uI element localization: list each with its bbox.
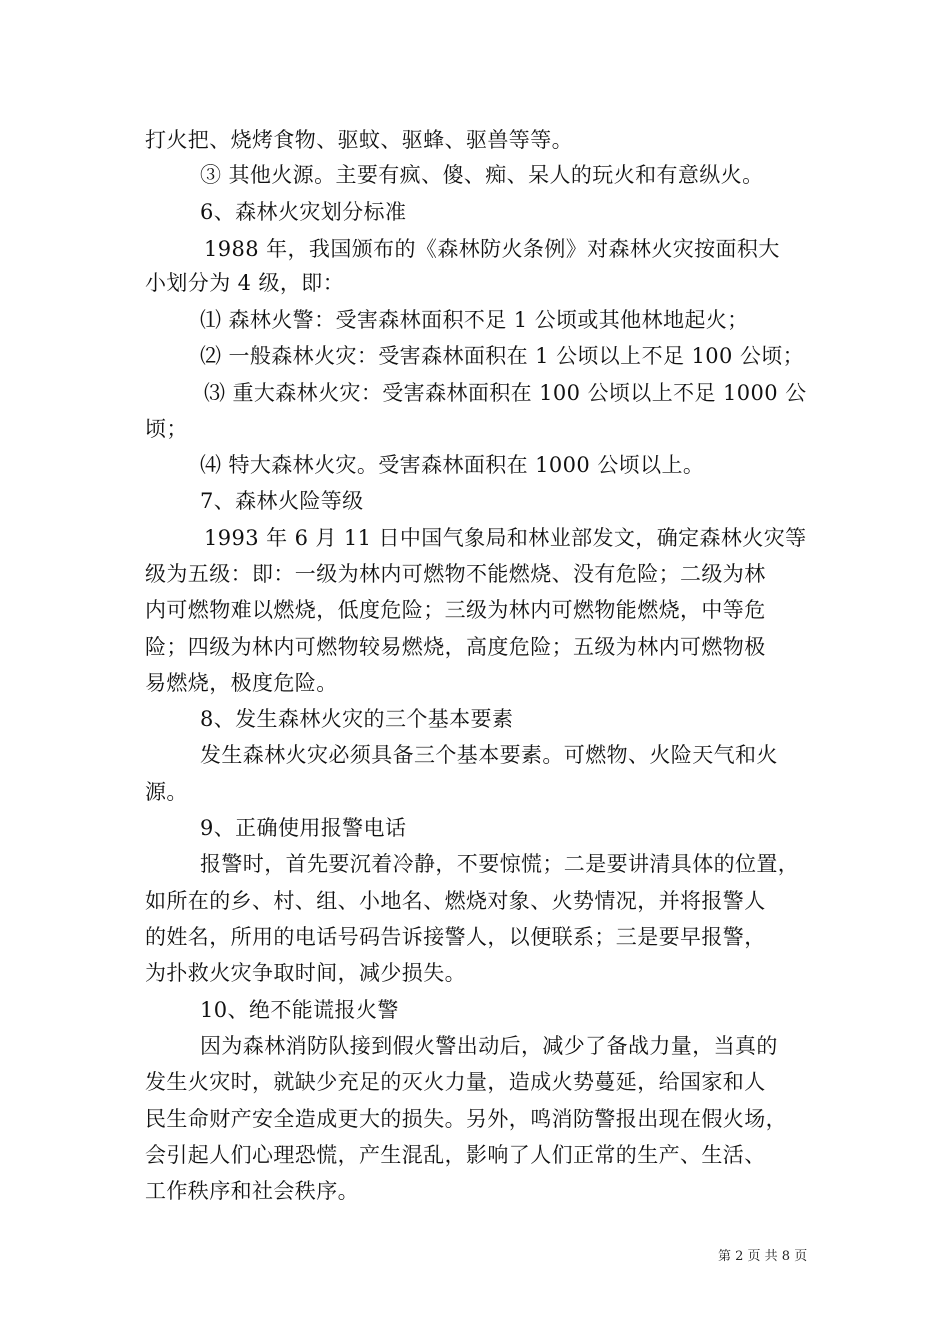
text-line: 如所在的乡、村、组、小地名、燃烧对象、火势情况，并将报警人 [145, 889, 766, 913]
text-line: 顷； [145, 417, 188, 441]
text-line: 级为五级：即：一级为林内可燃物不能燃烧、没有危险；二级为林 [145, 562, 766, 586]
text-line: 源。 [145, 780, 188, 804]
section-heading: 8、发生森林火灾的三个基本要素 [200, 707, 514, 731]
text-line: 1993 年 6 月 11 日中国气象局和林业部发文，确定森林火灾等 [204, 526, 807, 550]
text-line: 发生火灾时，就缺少充足的灭火力量，造成火势蔓延，给国家和人 [145, 1070, 766, 1094]
text-line: 工作秩序和社会秩序。 [145, 1179, 359, 1203]
section-heading: 7、森林火险等级 [200, 489, 364, 513]
text-line: 为扑救火灾争取时间，减少损失。 [145, 961, 466, 985]
text-line: 易燃烧，极度危险。 [145, 671, 338, 695]
list-item: ⑷ 特大森林火灾。受害森林面积在 1000 公顷以上。 [200, 453, 705, 477]
text-line: 报警时，首先要沉着冷静，不要惊慌；二是要讲清具体的位置， [200, 852, 800, 876]
section-heading: 10、绝不能谎报火警 [200, 998, 399, 1022]
section-heading: 9、正确使用报警电话 [200, 816, 407, 840]
page-number: 第 2 页 共 8 页 [718, 1249, 808, 1264]
text-line: 打火把、烧烤食物、驱蚊、驱蜂、驱兽等等。 [145, 128, 573, 152]
text-line: ③ 其他火源。主要有疯、傻、痴、呆人的玩火和有意纵火。 [200, 163, 764, 187]
text-line: 的姓名，所用的电话号码告诉接警人，以便联系；三是要早报警， [145, 925, 766, 949]
list-item: ⑴ 森林火警：受害森林面积不足 1 公顷或其他林地起火； [200, 308, 749, 332]
text-line: 1988 年，我国颁布的《森林防火条例》对森林火灾按面积大 [204, 237, 780, 261]
text-line: 小划分为 4 级，即： [145, 271, 345, 295]
list-item: ⑶ 重大森林火灾：受害森林面积在 100 公顷以上不足 1000 公 [204, 381, 807, 405]
text-line: 发生森林火灾必须具备三个基本要素。可燃物、火险天气和火 [200, 743, 778, 767]
text-line: 内可燃物难以燃烧，低度危险；三级为林内可燃物能燃烧，中等危 [145, 598, 766, 622]
text-line: 险；四级为林内可燃物较易燃烧，高度危险；五级为林内可燃物极 [145, 635, 766, 659]
text-line: 因为森林消防队接到假火警出动后，减少了备战力量，当真的 [200, 1034, 778, 1058]
text-line: 民生命财产安全造成更大的损失。另外，鸣消防警报出现在假火场， [145, 1107, 787, 1131]
list-item: ⑵ 一般森林火灾：受害森林面积在 1 公顷以上不足 100 公顷； [200, 344, 805, 368]
section-heading: 6、森林火灾划分标准 [200, 200, 407, 224]
text-line: 会引起人们心理恐慌，产生混乱，影响了人们正常的生产、生活、 [145, 1143, 766, 1167]
